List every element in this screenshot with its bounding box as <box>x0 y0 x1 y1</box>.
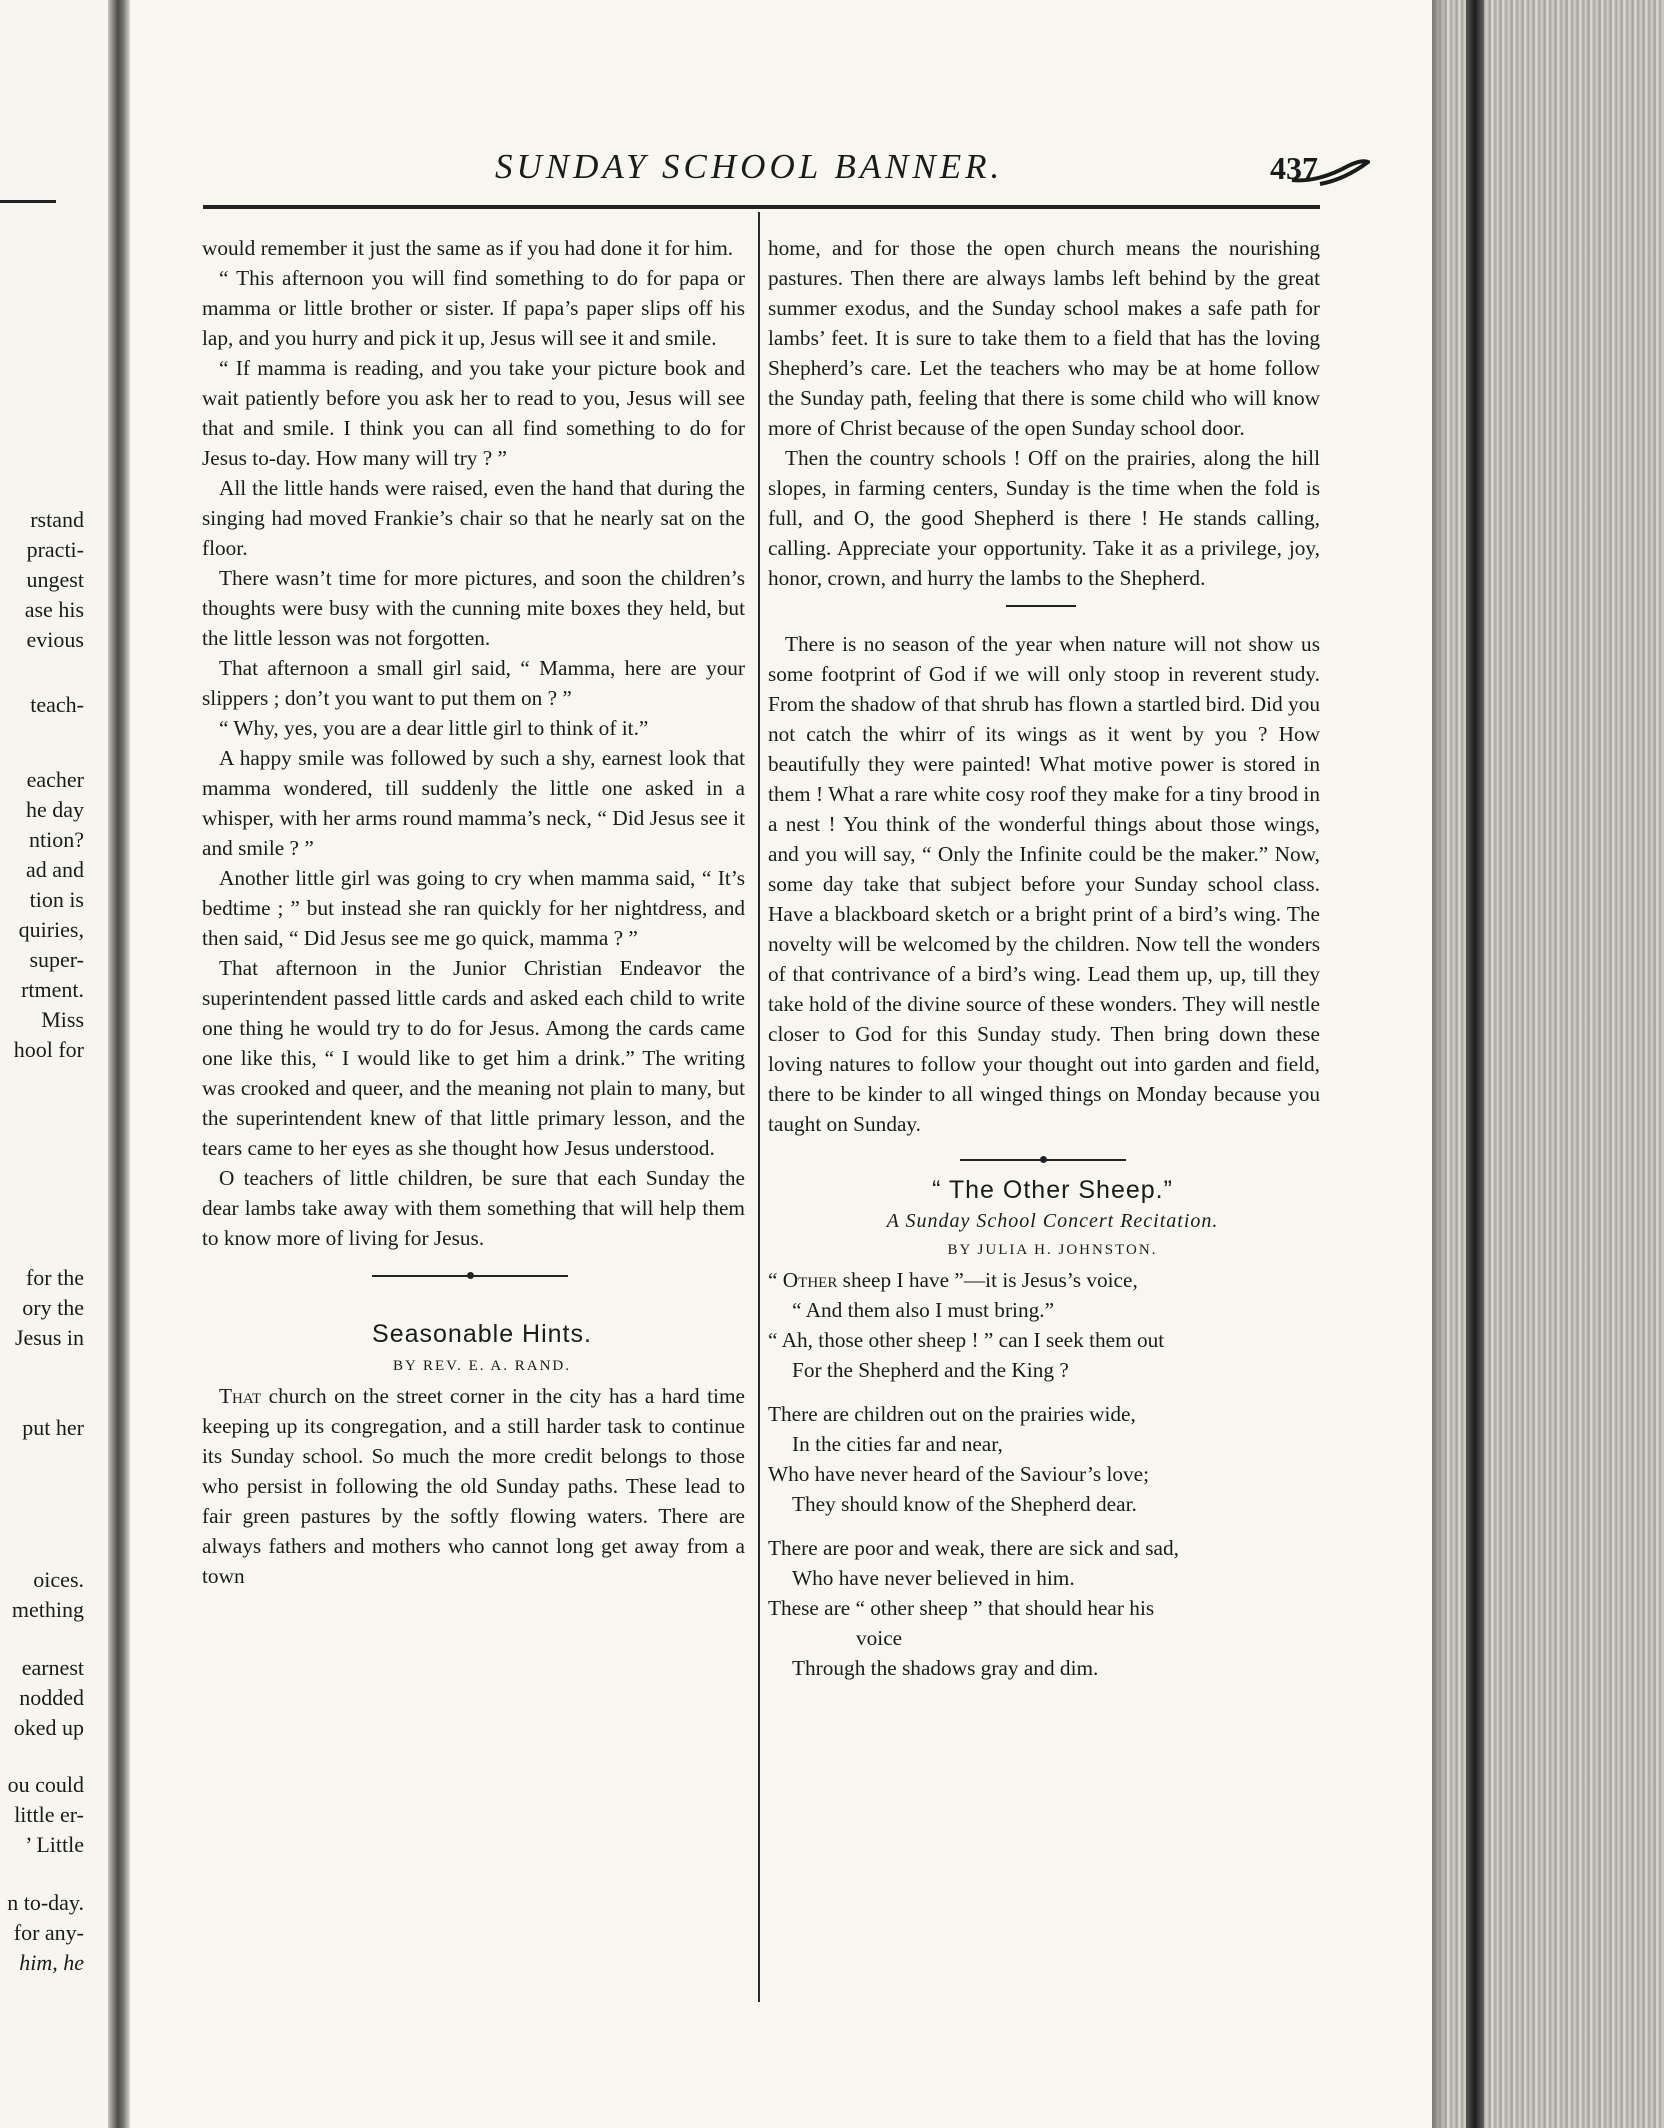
paragraph: There wasn’t time for more pictures, and soon the children’s thoughts were busy with the cunning mite boxes they held, but the little lesson was not forgotten. <box>202 566 745 650</box>
left-page-fragment: ory the <box>22 1295 84 1320</box>
paragraph: A happy smile was followed by such a shy, earnest look that mamma wondered, till suddenly the little one asked in a whisper, with her arms round mamma’s neck, “ Did Jesus see it and smile ? ” <box>202 746 745 860</box>
left-page-fragment: Jesus in <box>14 1325 84 1350</box>
left-page-fragment: ntion? <box>29 827 84 852</box>
left-page-fragment: nodded <box>19 1685 84 1710</box>
poem-line: “ Ah, those other sheep ! ” can I seek them out <box>768 1328 1165 1352</box>
left-page-fragment: ’ Little <box>25 1832 84 1857</box>
poem-title: “ The Other Sheep.” <box>932 1176 1173 1204</box>
left-page-fragment: he day <box>25 797 84 822</box>
left-page-fragment: earnest <box>21 1655 84 1680</box>
left-page-fragment: hool for <box>13 1037 84 1062</box>
left-page-fragment: for any- <box>13 1920 84 1945</box>
essay-paragraph: There is no season of the year when nature will not show us some footprint of God if we will only stoop in reverent study. From the shadow of that shrub has flown a startled bird. Did you not catch the whirr of its wings as it went by you ? How beautifully they were painted! What motive power is stored in them ! What a rare white cosy roof they make for a tiny brood in a nest ! You think of the wonderful things about those wings, and you will say, “ Only the Infinite could be the maker.” Now, some day take that subject before your Sunday school class. Have a blackboard sketch or a bright print of a bird’s wing. The novelty will be welcomed by the children. Now tell the wonders of that contrivance of a bird’s wing. Lead them up, up, till they take hold of the divine source of these wonders. They will nestle closer to God for this Sunday study. Then bring down these loving natures to follow your thought out into garden and field, there to be kinder to all winged things on Monday because you taught on Sunday. <box>768 632 1320 1136</box>
right-column <box>768 233 1320 1683</box>
paragraph: “ If mamma is reading, and you take your picture book and wait patiently before you ask her to read to you, Jesus will see that and smile. I think you can all find something to do for Jesus to-day. How many will try ? ” <box>202 356 745 470</box>
poem-line: In the cities far and near, <box>792 1432 1003 1456</box>
article-title: Seasonable Hints. <box>372 1320 592 1348</box>
paragraph: “ This afternoon you will find something to do for papa or mamma or little brother or sister. If papa’s paper slips off his lap, and you hurry and pick it up, Jesus will see it and smile. <box>202 266 745 350</box>
left-page-fragment: super- <box>29 947 84 972</box>
header-rule <box>203 205 1320 209</box>
poem <box>768 1265 1320 1683</box>
left-page-rule <box>0 200 56 203</box>
poem-subtitle: A Sunday School Concert Recitation. <box>886 1210 1219 1232</box>
paragraph: “ Why, yes, you are a dear little girl to think of it.” <box>219 716 649 740</box>
left-page-fragment: him, he <box>19 1950 84 1975</box>
poem-line: Who have never believed in him. <box>792 1566 1075 1590</box>
left-page-fragment: evious <box>26 627 84 652</box>
paragraph: All the little hands were raised, even the hand that during the singing had moved Frankie’s chair so that he nearly sat on the floor. <box>202 476 745 560</box>
paragraph: home, and for those the open church means the nourishing pastures. Then there are always lambs left behind by the great summer exodus, and the Sunday school makes a safe path for lambs’ feet. It is sure to take them to a field that has the loving Shepherd’s care. Let the teachers who may be at home follow the Sunday path, feeling that there is some child who will know more of Christ because of the open Sunday school door. <box>768 236 1320 440</box>
poem-line: There are children out on the prairies wide, <box>768 1402 1136 1426</box>
article-paragraph <box>202 1381 745 1591</box>
section-ornament <box>768 1139 1320 1173</box>
paragraph: That afternoon in the Junior Christian Endeavor the superintendent passed little cards and asked each child to write one thing he would try to do for Jesus. Among the cards came one like this, “ I would like to get him a drink.” The writing was crooked and queer, and the meaning not plain to many, but the superintendent knew of that little primary lesson, and the tears came to her eyes as she thought how Jesus understood. <box>202 956 745 1160</box>
page-shadow <box>1432 0 1446 2128</box>
left-page-fragment: ungest <box>26 567 84 592</box>
left-column <box>202 233 745 1591</box>
paragraph: would remember it just the same as if you had done it for him. <box>202 236 734 260</box>
left-page-fragment: teach- <box>30 692 84 717</box>
left-page-fragment: eacher <box>26 767 84 792</box>
left-page-fragment: for the <box>25 1265 84 1290</box>
paragraph: Another little girl was going to cry when mamma said, “ It’s bedtime ; ” but instead she ran quickly for her nightdress, and then said, “ Did Jesus see me go quick, mamma ? ” <box>202 866 745 950</box>
left-page-fragment: quiries, <box>18 917 84 942</box>
paragraph: Then the country schools ! Off on the prairies, along the hill slopes, in farming centers, Sunday is the time when the fold is full, and O, the good Shepherd is there ! He stands calling, calling. Appreciate your opportunity. Take it as a privilege, joy, honor, crown, and hurry the lambs to the Shepherd. <box>768 446 1320 590</box>
poem-line: They should know of the Shepherd dear. <box>792 1492 1137 1516</box>
poem-line: These are “ other sheep ” that should hear his <box>768 1596 1155 1620</box>
pen-flourish-icon <box>1290 158 1370 188</box>
left-page-fragment: mething <box>11 1597 84 1622</box>
page-number: 437 <box>1270 150 1318 186</box>
poem-byline: BY JULIA H. JOHNSTON. <box>947 1242 1158 1258</box>
left-page-fragment: ad and <box>25 857 84 882</box>
running-title: SUNDAY SCHOOL BANNER. <box>495 147 1004 186</box>
left-page-fragment: rtment. <box>21 977 84 1002</box>
left-page-fragment: tion is <box>29 887 84 912</box>
page-edge <box>1466 0 1484 2128</box>
left-page-fragment: oices. <box>33 1567 84 1592</box>
article-byline: BY REV. E. A. RAND. <box>392 1358 572 1374</box>
left-page-fragment: ou could <box>7 1772 84 1797</box>
poem-line: “ And them also I must bring.” <box>792 1298 1055 1322</box>
left-page-fragment: little er- <box>14 1802 84 1827</box>
drop-word: That <box>219 1384 262 1408</box>
poem-line: Through the shadows gray and dim. <box>792 1656 1099 1680</box>
section-divider <box>768 593 1320 629</box>
left-page-fragment: put her <box>22 1415 84 1440</box>
poem-line: voice <box>856 1626 903 1650</box>
left-page-fragment: rstand <box>30 507 84 532</box>
left-page-fragment: n to-day. <box>7 1890 84 1915</box>
left-page-fragment: ase his <box>24 597 84 622</box>
section-ornament <box>202 1253 745 1293</box>
poem-line <box>768 1265 1320 1295</box>
left-page-fragment: Miss <box>41 1007 84 1032</box>
column-divider <box>758 212 760 2002</box>
drop-word: “ Other <box>768 1268 838 1292</box>
left-page-fragment: oked up <box>13 1715 84 1740</box>
left-page-fragment: practi- <box>26 537 84 562</box>
paragraph: That afternoon a small girl said, “ Mamma, here are your slippers ; don’t you want to put them on ? ” <box>202 656 745 710</box>
poem-line: For the Shepherd and the King ? <box>792 1358 1069 1382</box>
article-paragraph-text: church on the street corner in the city has a hard time keeping up its congregation, and a still harder task to continue its Sunday school. So much the more credit belongs to those who persist in following the old Sunday paths. These lead to fair green pastures by the softly flowing waters. There are always fathers and mothers who cannot long get away from a town <box>202 1384 745 1588</box>
poem-line-text: sheep I have ”—it is Jesus’s voice, <box>837 1268 1138 1292</box>
book-gutter <box>108 0 130 2128</box>
poem-line: Who have never heard of the Saviour’s love; <box>768 1462 1150 1486</box>
paragraph: O teachers of little children, be sure that each Sunday the dear lambs take away with them something that will help them to know more of living for Jesus. <box>202 1166 745 1250</box>
left-page-margin <box>0 0 112 2128</box>
poem-line: There are poor and weak, there are sick and sad, <box>768 1536 1179 1560</box>
